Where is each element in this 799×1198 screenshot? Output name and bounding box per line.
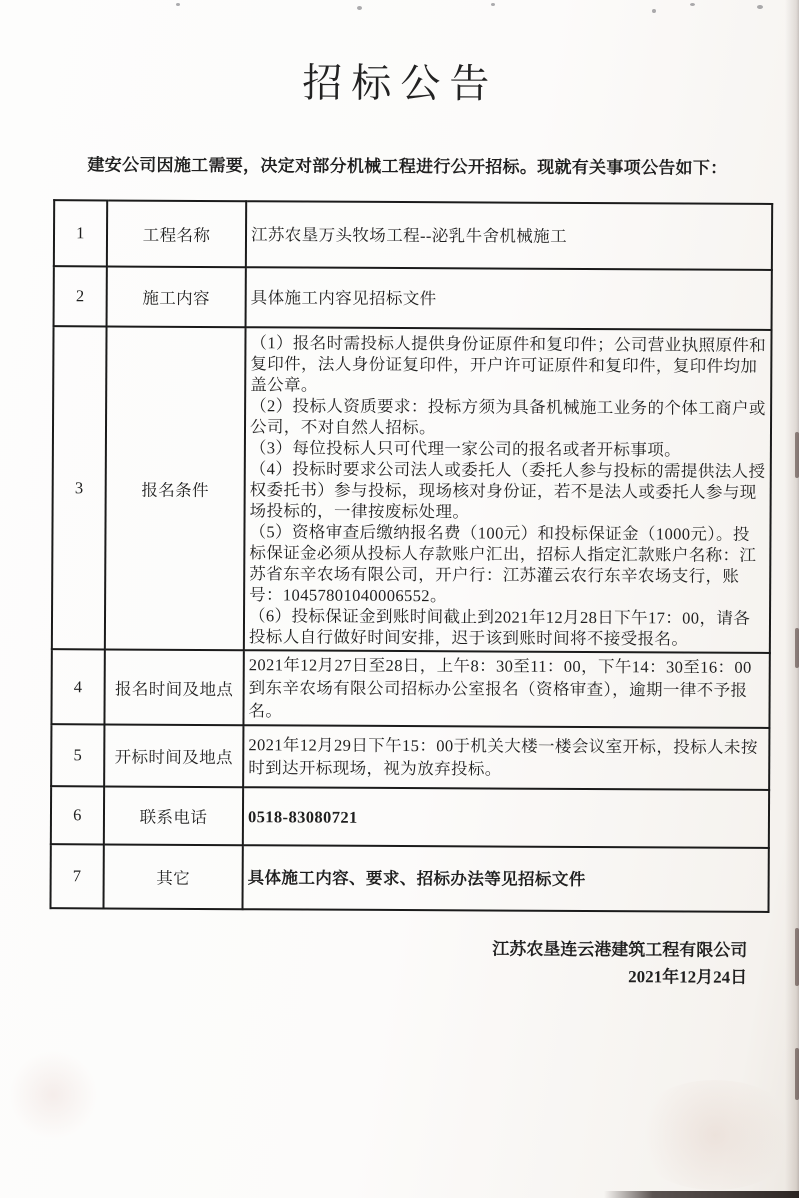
row-content-cell [243, 650, 769, 728]
content-paragraph: 0518-83080721 [247, 806, 358, 827]
row-number-cell: 2 [54, 266, 107, 326]
content-paragraph: （5）资格审查后缴纳报名费（100元）和投标保证金（1000元）。投标保证金必须从投标人存款账户汇出，招标人指定汇款账户名称：江苏省东辛农场有限公司，开户行：江苏灌云农行东辛农场支行，账号：10457801040006552。 [249, 522, 757, 606]
content-paragraph: 具体施工内容、要求、招标办法等见招标文件 [247, 867, 586, 889]
scan-artifact [795, 1048, 799, 1100]
table-row [50, 844, 768, 912]
table-row [52, 326, 772, 653]
content-paragraph: 江苏农垦万头牧场工程--泌乳牛舍机械施工 [250, 224, 568, 246]
table-row [51, 724, 769, 790]
table-row [54, 200, 772, 270]
row-content-cell [242, 845, 768, 912]
content-paragraph: （2）投标人资质要求：投标方须为具备机械施工业务的个体工商户或公司，不对自然人招标。 [249, 396, 766, 438]
content-paragraph: 2021年12月27日至28日，上午8：30至11：00，下午14：30至16：00到东辛农场有限公司招标办公室报名（资格审查），逾期一律不予报名。 [248, 655, 752, 721]
content-paragraph: （6）投标保证金到账时间截止到2021年12月28日下午17：00，请各投标人自行做好时间安排，迟于该到账时间将不接受报名。 [248, 606, 751, 649]
content-paragraph: 2021年12月29日下午15：00于机关大楼一楼会议室开标，投标人未按时到达开标现场，视为放弃投标。 [248, 735, 758, 779]
row-content-cell [246, 201, 772, 270]
row-label-cell: 其它 [103, 844, 242, 909]
content-paragraph: （1）报名时需投标人提供身份证原件和复印件；公司营业执照原件和复印件，法人身份证复印件，开户许可证原件和复印件，复印件均加盖公章。 [250, 333, 767, 395]
table-row [54, 266, 772, 330]
row-content-cell [244, 327, 772, 653]
page-title: 招标公告 [302, 60, 499, 107]
row-number-cell: 1 [54, 200, 107, 266]
row-number-cell: 4 [51, 649, 104, 724]
table-row [51, 649, 769, 728]
row-label-cell: 联系电话 [104, 786, 243, 845]
row-number-cell: 6 [51, 786, 104, 844]
row-label-cell: 施工内容 [107, 266, 246, 327]
row-label-cell: 报名时间及地点 [104, 649, 243, 725]
row-label-cell: 工程名称 [107, 200, 246, 267]
row-label-cell: 开标时间及地点 [104, 724, 243, 787]
table-row [51, 786, 769, 848]
row-number-cell: 7 [50, 844, 103, 908]
content-paragraph: （3）每位投标人只可代理一家公司的报名或者开标事项。 [249, 438, 682, 460]
row-label-cell: 报名条件 [105, 326, 246, 650]
scan-artifact [795, 928, 799, 986]
intro-paragraph: 建安公司因施工需要，决定对部分机械工程进行公开招标。现就有关事项公告如下： [87, 155, 728, 178]
row-content-cell [243, 787, 769, 848]
notice-table [49, 199, 773, 913]
issue-date: 2021年12月24日 [628, 967, 748, 987]
issuer-company: 江苏农垦连云港建筑工程有限公司 [492, 939, 748, 960]
row-number-cell: 3 [52, 326, 107, 649]
row-number-cell: 5 [51, 724, 104, 786]
signature-block [0, 933, 747, 991]
row-content-cell [243, 725, 769, 790]
content-paragraph: 具体施工内容见招标文件 [250, 287, 437, 308]
row-content-cell [246, 267, 772, 330]
content-paragraph: （4）投标时要求公司法人或委托人（委托人参与投标的需提供法人授权委托书）参与投标，现场核对身份证，若不是法人或委托人参与现场投标的，一律按废标处理。 [249, 459, 766, 522]
